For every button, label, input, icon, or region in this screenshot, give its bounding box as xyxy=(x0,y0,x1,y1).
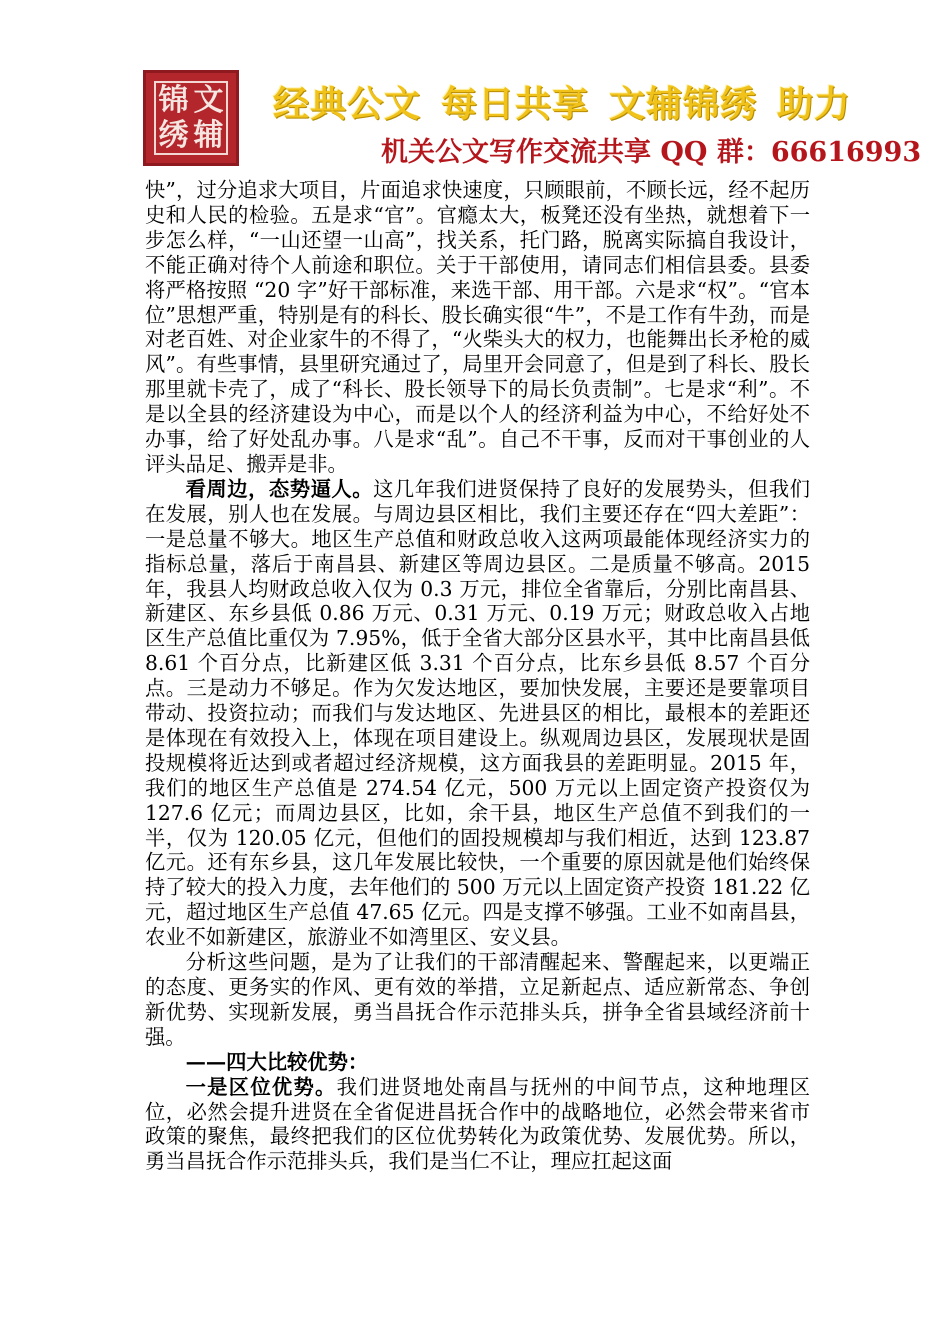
seal-char: 辅 xyxy=(193,117,224,153)
header-banner xyxy=(143,68,950,168)
paragraph-lead: 看周边，态势逼人。 xyxy=(185,476,374,501)
paragraph-text: 这几年我们进贤保持了良好的发展势头，但我们在发展，别人也在发展。与周边县区相比，我们主要还存在“四大差距”：一是总量不够大。地区生产总值和财政总收入这两项最能体现经济实力的指标总量，落后于南昌县、新建区等周边县区。二是质量不够高。2015 年，我县人均财政总收入仅为 0.3 万元，排位全省靠后，分别比南昌县、新建区、东乡县低 0.86 万元、0.31 万元、0.19 万元；财政总收入占地区生产总值比重仅为 7.95%，低于全省大部分区县水平，其中比南昌县低 8.61 个百分点，比新建区低 3.31 个百分点，比东乡县低 8.57 个百分点。三是动力不够足。作为欠发达地区，要加快发展，主要还是要靠项目带动、投资拉动；而我们与发达地区、先进县区的相比，最根本的差距还是体现在有效投入上，体现在项目建设上。纵观周边县区，发展现状是固投规模将近达到或者超过经济规模，这方面我县的差距明显。2015 年，我们的地区生产总值是 274.54 亿元，500 万元以上固定资产投资仅为 127.6 亿元；而周边县区，比如，余干县，地区生产总值不到我们的一半，仅为 120.05 亿元，但他们的固投规模却与我们相近，达到 123.87 亿元。还有东乡县，这几年发展比较快，一个重要的原因就是他们始终保持了较大的投入力度，去年他们的 500 万元以上固定资产投资 181.22 亿元，超过地区生产总值 47.65 亿元。四是支撑不够强。工业不如南昌县，农业不如新建区，旅游业不如湾里区、安义县。 xyxy=(145,476,810,950)
paragraph xyxy=(145,950,810,1050)
slogan-part: 经典公文 xyxy=(273,84,422,125)
paragraph-text: 快”，过分追求大项目，片面追求快速度，只顾眼前，不顾长远，经不起历史和人民的检验。五是求“官”。官瘾太大，板凳还没有坐热，就想着下一步怎么样，“一山还望一山高”，找关系，托门路，脱离实际搞自我设计，不能正确对待个人前途和职位。关于干部使用，请同志们相信县委。县委将严格按照 “20 字”好干部标准，来选干部、用干部。六是求“权”。“官本位”思想严重，特别是有的科长、股长确实很“牛”，不是工作有牛劲，而是对老百姓、对企业家牛的不得了，“火柴头大的权力，也能舞出长矛枪的威风”。有些事情，县里研究通过了，局里开会同意了，但是到了科长、股长那里就卡壳了，成了“科长、股长领导下的局长负责制”。七是求“利”。不是以全县的经济建设为中心，而是以个人的经济利益为中心，不给好处不办事，给了好处乱办事。八是求“乱”。自己不干事，反而对干事创业的人评头品足、搬弄是非。 xyxy=(145,178,810,476)
paragraph xyxy=(145,477,810,950)
seal-logo xyxy=(143,70,239,166)
section-heading xyxy=(145,1050,810,1075)
paragraph xyxy=(145,178,810,477)
slogan-part: 每日共享 xyxy=(441,84,590,125)
slogan-part: 文辅锦绣 xyxy=(609,84,758,125)
qq-group-line: 机关公文写作交流共享 QQ 群：66616993 xyxy=(381,137,922,168)
seal-char: 文 xyxy=(193,82,224,118)
seal-frame xyxy=(154,81,228,155)
paragraph xyxy=(145,1075,810,1175)
seal-char: 绣 xyxy=(158,117,189,153)
seal-char: 锦 xyxy=(158,82,189,118)
paragraph-lead: 一是区位优势。 xyxy=(185,1074,337,1099)
header-slogan xyxy=(273,76,871,127)
paragraph-lead: ——四大比较优势： xyxy=(185,1049,369,1074)
paragraph-text: 分析这些问题，是为了让我们的干部清醒起来、警醒起来，以更端正的态度、更务实的作风、更有效的举措，立足新起点、适应新常态、争创新优势、实现新发展，勇当昌抚合作示范排头兵，拼争全省县域经济前十强。 xyxy=(145,950,810,1049)
slogan-part: 助力 xyxy=(777,84,852,125)
paragraph-text: 我们进贤地处南昌与抚州的中间节点，这种地理区位，必然会提升进贤在全省促进昌抚合作中的战略地位，必然会带来省市政策的聚焦，最终把我们的区位优势转化为政策优势、发展优势。所以，勇当昌抚合作示范排头兵，我们是当仁不让，理应扛起这面 xyxy=(145,1074,810,1174)
body-text xyxy=(145,178,810,1174)
